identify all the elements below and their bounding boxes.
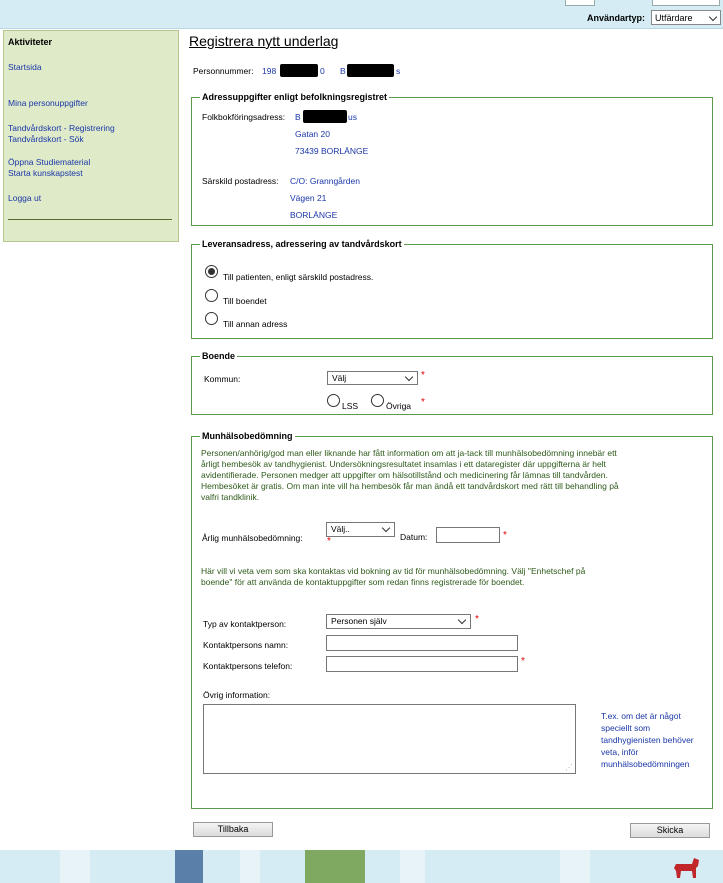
boende-fieldset xyxy=(191,351,713,415)
delivery-radio-annan[interactable] xyxy=(205,312,218,325)
ovrig-textarea[interactable] xyxy=(203,704,576,774)
personnummer-suffix: 0 xyxy=(320,66,325,76)
footer-band xyxy=(0,850,723,883)
sidebar-item-logga-ut[interactable]: Logga ut xyxy=(8,193,42,203)
submit-button[interactable]: Skicka xyxy=(630,823,710,838)
sarskild-line2: Vägen 21 xyxy=(290,193,327,203)
namn-label: Kontaktpersons namn: xyxy=(203,640,289,650)
personnummer-redaction xyxy=(280,64,318,77)
lss-radio[interactable] xyxy=(327,394,340,407)
sidebar-item-kunskapstest[interactable]: Starta kunskapstest xyxy=(8,168,83,178)
personnummer-label: Personnummer: xyxy=(193,66,254,76)
top-control-stub[interactable] xyxy=(565,0,595,6)
chevron-down-icon xyxy=(709,13,717,21)
sarskild-line3: BORLÄNGE xyxy=(290,210,338,220)
dala-horse-icon xyxy=(672,854,702,880)
telefon-label: Kontaktpersons telefon: xyxy=(203,661,293,671)
sidebar-heading: Aktiviteter xyxy=(8,37,53,47)
folkbokforing-name-redaction xyxy=(303,110,347,123)
top-bar xyxy=(0,0,723,29)
required-mark: * xyxy=(521,656,525,667)
kontakt-namn-input[interactable] xyxy=(326,635,518,651)
delivery-radio-patient[interactable] xyxy=(205,265,218,278)
folkbokforing-name-prefix: B xyxy=(295,112,301,122)
boende-legend: Boende xyxy=(202,351,236,361)
typ-value: Personen själv xyxy=(331,616,387,626)
sarskild-label: Särskild postadress: xyxy=(202,176,279,186)
kommun-label: Kommun: xyxy=(204,374,241,384)
delivery-option-patient: Till patienten, enligt särskild postadress. xyxy=(223,272,374,282)
munhalsa-legend: Munhälsobedömning xyxy=(202,431,293,441)
typ-label: Typ av kontaktperson: xyxy=(203,619,287,629)
kommun-select[interactable] xyxy=(327,371,418,385)
user-type-select[interactable] xyxy=(651,10,721,25)
page-title: Registrera nytt underlag xyxy=(189,33,339,49)
ovriga-radio[interactable] xyxy=(371,394,384,407)
ovrig-label: Övrig information: xyxy=(203,690,271,700)
delivery-radio-boendet[interactable] xyxy=(205,289,218,302)
folkbokforing-street: Gatan 20 xyxy=(295,129,330,139)
user-type-label: Användartyp: xyxy=(586,13,645,23)
lss-label: LSS xyxy=(342,401,359,411)
delivery-legend: Leveransadress, adressering av tandvårdskort xyxy=(202,239,402,249)
required-mark: * xyxy=(503,530,507,541)
required-mark: * xyxy=(421,370,425,381)
arlig-select[interactable] xyxy=(326,522,395,537)
sidebar-item-tandvardskort-registrering[interactable]: Tandvårdskort - Registrering xyxy=(8,123,115,133)
kontakt-telefon-input[interactable] xyxy=(326,656,518,672)
sidebar-item-tandvardskort-sok[interactable]: Tandvårdskort - Sök xyxy=(8,134,84,144)
sidebar-item-startsida[interactable]: Startsida xyxy=(8,62,42,72)
sarskild-line1: C/O: Granngården xyxy=(290,176,360,186)
required-mark: * xyxy=(327,536,331,547)
kommun-value: Välj xyxy=(332,373,347,383)
required-mark: * xyxy=(421,397,425,408)
sidebar-item-mina-personuppgifter[interactable]: Mina personuppgifter xyxy=(8,98,88,108)
folkbokforing-label: Folkbokföringsadress: xyxy=(202,112,286,122)
back-button[interactable]: Tillbaka xyxy=(193,822,273,837)
user-type-value: Utfärdare xyxy=(655,13,693,23)
munhalsa-info-text: Personen/anhörig/god man eller liknande har fått information om att ja-tack till munhälsobedömning innebär ett årligt hembesök av tandhygienist. Undersökningsresultatet insamlas i ett dataregister där uppgifterna är helt avidentifierade. Personen medger att uppgifter om hälsotillstånd och medicinering får lämnas till tandvården. Hembesöket är gratis. Om man inte vill ha hembesök får man ändå ett tandvårdskort med rätt till behandling på valfri tandklinik. xyxy=(201,448,619,502)
delivery-option-annan: Till annan adress xyxy=(223,319,288,329)
ovrig-hint: T.ex. om det är något speciellt som tandhygienisten behöver veta, inför munhälsobedömningen xyxy=(601,711,694,769)
personnummer-prefix: 198 xyxy=(262,66,277,76)
required-mark: * xyxy=(475,614,479,625)
name-redaction xyxy=(347,64,394,77)
top-control-stub[interactable] xyxy=(652,0,720,6)
chevron-down-icon xyxy=(382,524,390,532)
typ-select[interactable] xyxy=(326,614,471,629)
resize-grip-icon[interactable]: ⋰ xyxy=(565,763,573,772)
chevron-down-icon xyxy=(405,373,413,381)
chevron-down-icon xyxy=(458,616,466,624)
ovriga-label: Övriga xyxy=(386,401,412,411)
folkbokforing-name-suffix: us xyxy=(348,112,357,122)
name-suffix: s xyxy=(396,66,401,76)
arlig-label: Årlig munhälsobedömning: xyxy=(202,533,303,543)
contact-info-text: Här vill vi veta vem som ska kontaktas vid bokning av tid för munhälsobedömning. Välj "Enhetschef på boende" för att använda de kontaktuppgifter som redan finns registrerade för boendet. xyxy=(201,566,586,587)
sidebar-divider xyxy=(8,219,172,220)
sidebar xyxy=(3,30,179,242)
datum-input[interactable] xyxy=(436,527,500,543)
address-legend: Adressuppgifter enligt befolkningsregistret xyxy=(202,92,388,102)
name-prefix: B xyxy=(340,66,346,76)
sidebar-item-studiematerial[interactable]: Öppna Studiematerial xyxy=(8,157,91,167)
folkbokforing-city: 73439 BORLÄNGE xyxy=(295,146,369,156)
datum-label: Datum: xyxy=(400,532,428,542)
delivery-option-boendet: Till boendet xyxy=(223,296,267,306)
arlig-value: Välj.. xyxy=(331,524,350,534)
